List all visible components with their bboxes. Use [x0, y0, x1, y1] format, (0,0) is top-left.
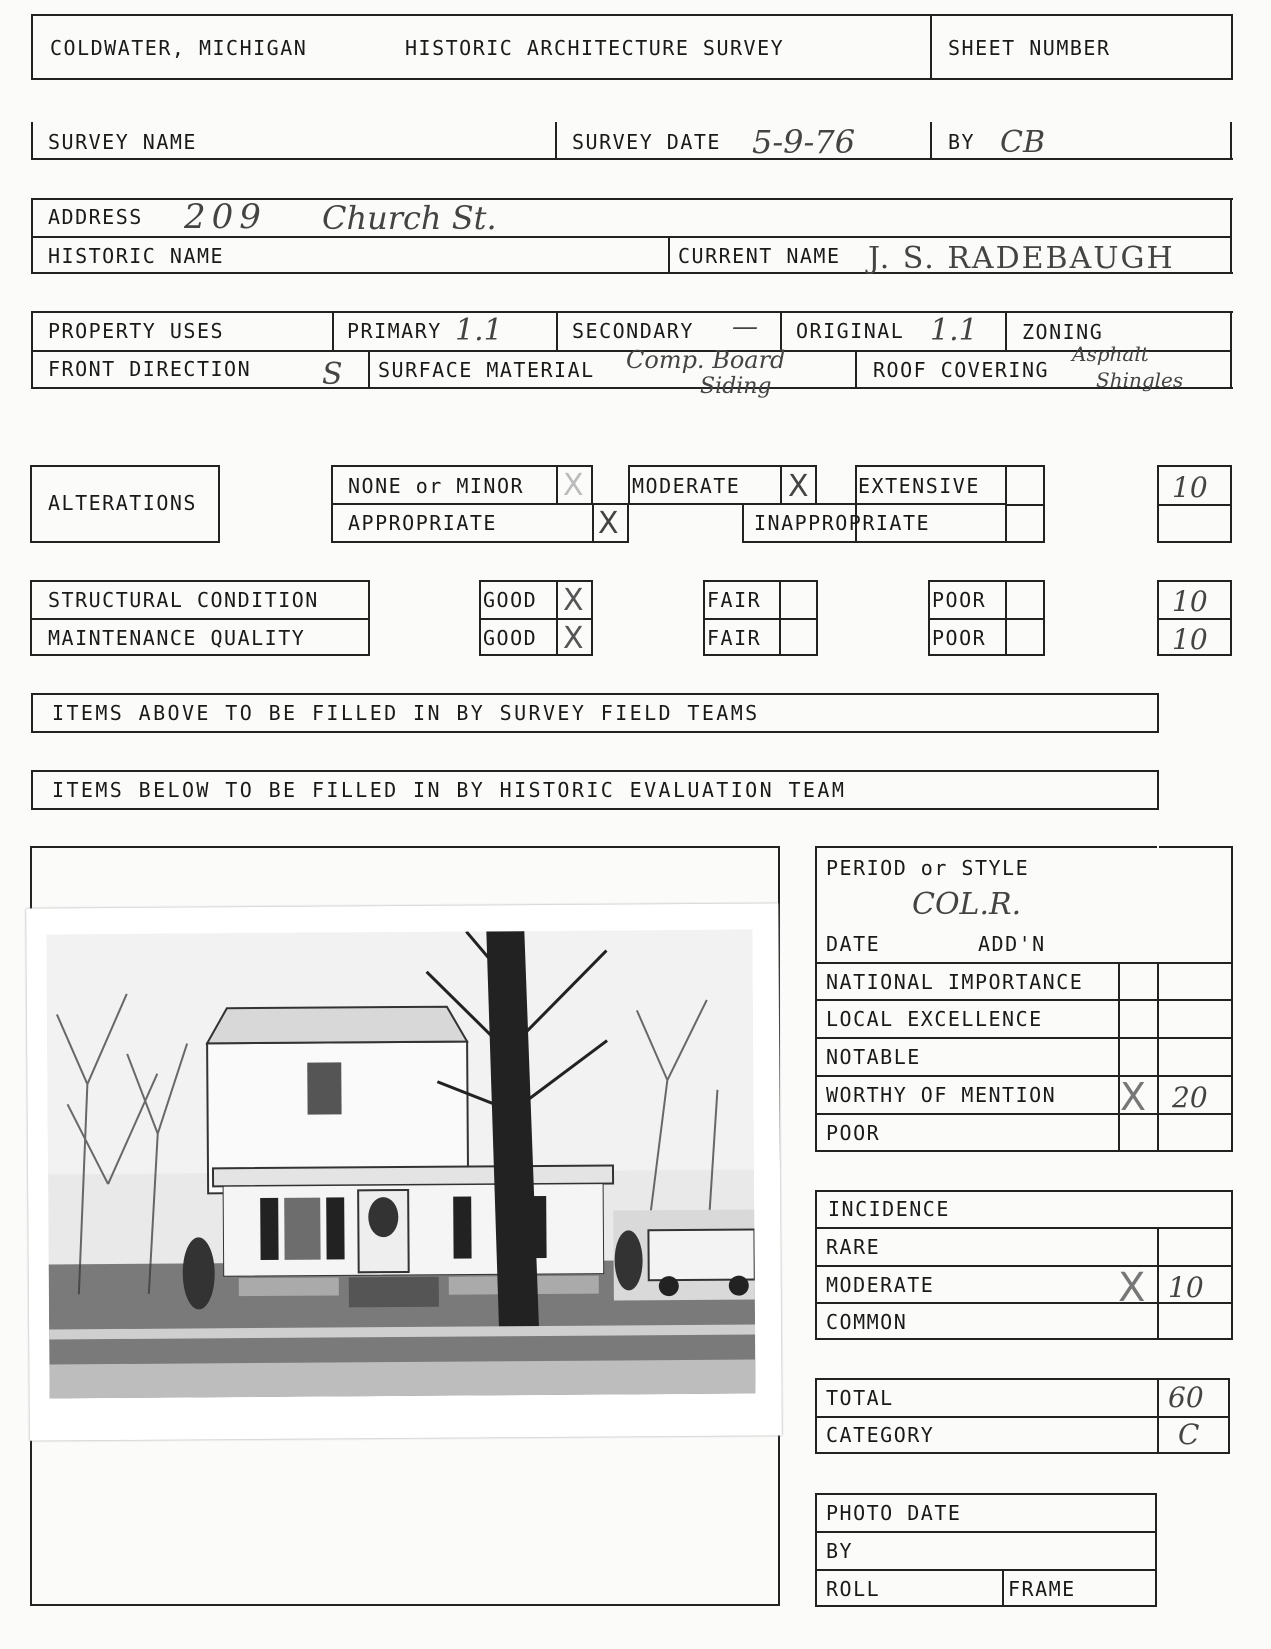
header-divider: [930, 14, 932, 80]
good-check-div: [556, 580, 558, 656]
frame-label: FRAME: [1008, 1577, 1076, 1601]
survey-divider-2: [930, 122, 932, 160]
fair-check-div: [779, 580, 781, 656]
alt-appropriate-check-div: [592, 503, 594, 543]
common-label: COMMON: [826, 1310, 908, 1334]
evaluation-check-col: [1157, 962, 1159, 1152]
roof-covering-label: ROOF COVERING: [873, 358, 1050, 382]
current-name-value: J. S. RADEBAUGH: [868, 241, 1175, 276]
total-value: 60: [1168, 1381, 1204, 1414]
front-direction-label: FRONT DIRECTION: [48, 357, 252, 381]
items-below-text: ITEMS BELOW TO BE FILLED IN BY HISTORIC EVALUATION TEAM: [52, 778, 847, 802]
structural-score: 10: [1172, 585, 1208, 618]
secondary-label: SECONDARY: [572, 319, 694, 343]
address-street: Church St.: [322, 199, 497, 237]
structural-poor-label: POOR: [932, 588, 987, 612]
address-number: 209: [184, 197, 267, 237]
alt-appropriate-mark: X: [598, 506, 619, 541]
address-label: ADDRESS: [48, 205, 143, 229]
totals-split: [815, 1416, 1230, 1418]
period-style-value: COL.R.: [912, 887, 1022, 922]
survey-name-label: SURVEY NAME: [48, 130, 197, 154]
alt-extensive-split: [1005, 504, 1045, 506]
notable-label: NOTABLE: [826, 1045, 921, 1069]
prop-div-5: [368, 350, 370, 389]
survey-date-value: 5-9-76: [752, 123, 856, 161]
eval-line-2: [815, 999, 1233, 1001]
alt-moderate-check-div: [780, 465, 782, 505]
survey-title: HISTORIC ARCHITECTURE SURVEY: [405, 36, 785, 60]
surface-value-1: Comp. Board: [626, 346, 786, 374]
addn-label: ADD'N: [978, 932, 1046, 956]
eval-line-5: [815, 1113, 1233, 1115]
date-label: DATE: [826, 932, 881, 956]
alt-extensive-label: EXTENSIVE: [858, 474, 980, 498]
eval-poor-label: POOR: [826, 1121, 881, 1145]
poor-check-div: [1005, 580, 1007, 656]
evaluation-score-col: [1118, 962, 1233, 1152]
maintenance-good-label: GOOD: [483, 626, 538, 650]
inc-moderate-mark: X: [1118, 1265, 1146, 1311]
maintenance-score: 10: [1172, 623, 1208, 656]
maintenance-good-mark: X: [563, 621, 584, 656]
city-name: COLDWATER, MICHIGAN: [50, 36, 308, 60]
items-above-text: ITEMS ABOVE TO BE FILLED IN BY SURVEY FIELD TEAMS: [52, 701, 760, 725]
category-label: CATEGORY: [826, 1423, 935, 1447]
inc-line-2: [815, 1265, 1233, 1267]
survey-divider-1: [555, 122, 557, 160]
property-uses-label: PROPERTY USES: [48, 319, 225, 343]
alt-inappropriate-label: INAPPROPRIATE: [754, 511, 931, 535]
address-divider: [668, 236, 670, 274]
zoning-label: ZONING: [1022, 320, 1104, 344]
eval-line-3: [815, 1037, 1233, 1039]
house-photo: [26, 903, 782, 1440]
survey-by-label: BY: [948, 130, 976, 154]
photo-info-frame-div: [1002, 1569, 1004, 1607]
structural-good-label: GOOD: [483, 588, 538, 612]
alterations-label: ALTERATIONS: [48, 491, 197, 515]
roll-label: ROLL: [826, 1577, 881, 1601]
alt-appropriate-label: APPROPRIATE: [348, 511, 497, 535]
poor-split: [928, 618, 1045, 620]
alt-moderate-label: MODERATE: [632, 474, 741, 498]
surface-material-label: SURFACE MATERIAL: [378, 358, 595, 382]
local-excellence-label: LOCAL EXCELLENCE: [826, 1007, 1043, 1031]
rare-label: RARE: [826, 1235, 881, 1259]
photo-info-line-1: [815, 1531, 1157, 1533]
prop-div-2: [556, 311, 558, 350]
alt-none-check-div: [556, 465, 558, 505]
prop-div-1: [332, 311, 334, 350]
photo-info-line-2: [815, 1569, 1157, 1571]
structural-fair-label: FAIR: [707, 588, 762, 612]
condition-label-split: [30, 618, 370, 620]
maintenance-quality-label: MAINTENANCE QUALITY: [48, 626, 306, 650]
surface-value-2: Siding: [700, 374, 772, 399]
alt-none-minor-mark: X: [563, 468, 584, 503]
roof-value-2: Shingles: [1096, 368, 1184, 392]
inc-moderate-label: MODERATE: [826, 1273, 935, 1297]
fair-split: [703, 618, 818, 620]
prop-div-3: [780, 311, 782, 350]
survey-by-value: CB: [1000, 125, 1045, 160]
historic-name-label: HISTORIC NAME: [48, 244, 225, 268]
national-importance-label: NATIONAL IMPORTANCE: [826, 970, 1084, 994]
house-photo-image: [46, 930, 755, 1399]
survey-date-label: SURVEY DATE: [572, 130, 721, 154]
secondary-value: —: [732, 312, 758, 342]
inc-moderate-score: 10: [1168, 1271, 1204, 1304]
worthy-of-mention-score: 20: [1172, 1081, 1208, 1114]
good-split: [479, 618, 593, 620]
current-name-label: CURRENT NAME: [678, 244, 841, 268]
prop-div-4: [1005, 311, 1007, 350]
roof-value-1: Asphalt: [1072, 342, 1149, 366]
maintenance-poor-label: POOR: [932, 626, 987, 650]
eval-line-1: [815, 962, 1233, 964]
inc-check-col: [1157, 1227, 1159, 1340]
eval-line-4: [815, 1075, 1233, 1077]
prop-div-6: [855, 350, 857, 389]
alt-moderate-mark: X: [788, 469, 809, 504]
total-label: TOTAL: [826, 1386, 894, 1410]
original-value: 1.1: [930, 313, 978, 348]
totals-col: [1157, 1378, 1159, 1454]
alt-none-minor-label: NONE or MINOR: [348, 474, 525, 498]
worthy-of-mention-mark: X: [1120, 1075, 1147, 1119]
structural-condition-label: STRUCTURAL CONDITION: [48, 588, 319, 612]
maintenance-fair-label: FAIR: [707, 626, 762, 650]
category-value: C: [1178, 1418, 1200, 1451]
alt-score: 10: [1172, 471, 1208, 504]
front-direction-value: S: [322, 357, 343, 392]
condition-score-split: [1157, 618, 1232, 620]
survey-row-end: [1230, 122, 1232, 160]
incidence-label: INCIDENCE: [828, 1197, 950, 1221]
photo-date-label: PHOTO DATE: [826, 1501, 962, 1525]
eval-top-right-gap: [1157, 846, 1159, 962]
worthy-of-mention-label: WORTHY OF MENTION: [826, 1083, 1057, 1107]
sheet-number-label: SHEET NUMBER: [948, 36, 1111, 60]
period-style-label: PERIOD or STYLE: [826, 856, 1030, 880]
structural-good-mark: X: [563, 583, 584, 618]
items-below-end: [1157, 770, 1159, 810]
alt-score-split: [1157, 504, 1232, 506]
original-label: ORIGINAL: [796, 319, 905, 343]
primary-label: PRIMARY: [347, 319, 442, 343]
photo-by-label: BY: [826, 1539, 854, 1563]
primary-value: 1.1: [455, 313, 503, 348]
inc-line-1: [815, 1227, 1233, 1229]
